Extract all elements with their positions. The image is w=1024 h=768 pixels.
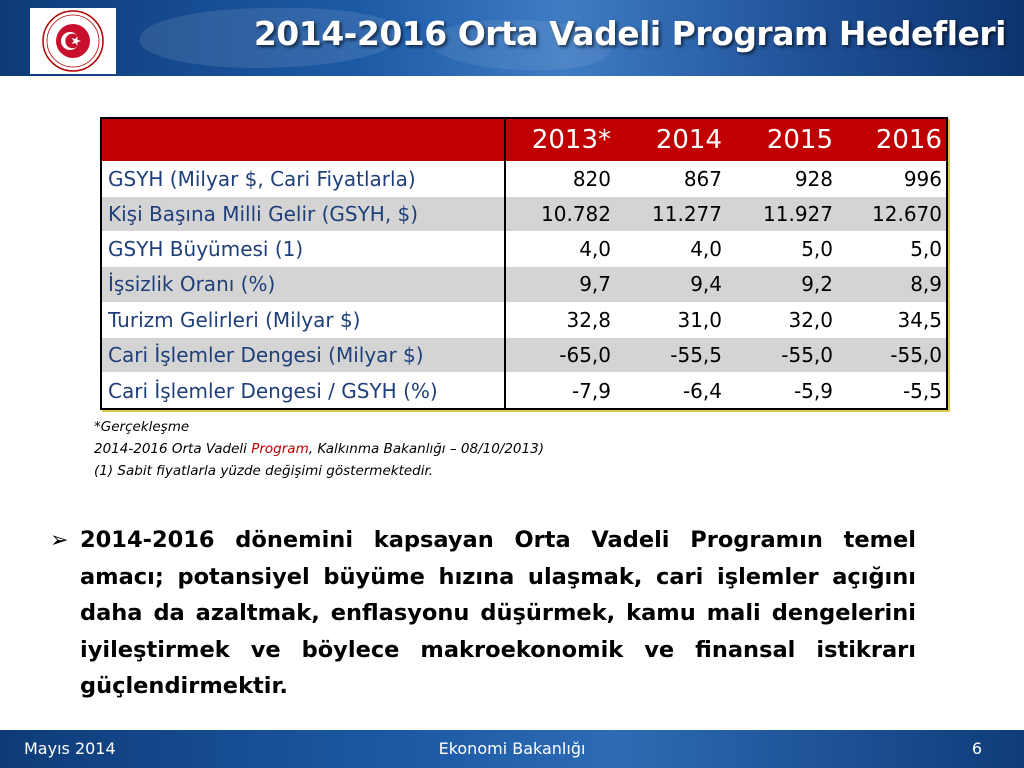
page-number: 6 [971, 739, 982, 758]
table-cell: 928 [726, 161, 837, 196]
footnote-source-line [94, 438, 544, 460]
footer-date: Mayıs 2014 [24, 739, 116, 758]
column-header: 2015 [726, 119, 837, 161]
table-cell: 4,0 [615, 232, 726, 267]
table-cell: 9,2 [726, 267, 837, 302]
footnote-highlight: Program [251, 441, 309, 457]
table-cell: 32,8 [505, 302, 615, 337]
table-cell: -55,5 [615, 337, 726, 372]
table-cell: 10.782 [505, 196, 615, 231]
table-cell: 8,9 [837, 267, 946, 302]
column-header: 2016 [837, 119, 946, 161]
table-cell: -7,9 [505, 373, 615, 408]
table-cell: -65,0 [505, 337, 615, 372]
table-cell: -5,5 [837, 373, 946, 408]
table-cell: 31,0 [615, 302, 726, 337]
table-row [102, 337, 946, 372]
table-row [102, 302, 946, 337]
footnote-text: 2014-2016 Orta Vadeli [94, 441, 252, 457]
table-cell: -55,0 [837, 337, 946, 372]
row-label: İşsizlik Oranı (%) [102, 267, 505, 302]
column-header: 2014 [615, 119, 726, 161]
turkish-emblem-logo-icon [41, 9, 105, 73]
table-row [102, 232, 946, 267]
summary-paragraph: 2014-2016 dönemini kapsayan Orta Vadeli Programın temel amacı; potansiyel büyüme hızına ulaşmak, cari işlemler açığını daha da azaltmak, enflasyonu düşürmek, kamu mali dengelerini iyileştirmek ve böylece makroekonomik ve finansal istikrarı güçlendirmektir. [80, 527, 916, 699]
table-cell: -6,4 [615, 373, 726, 408]
footnote-line: *Gerçekleşme [94, 419, 190, 435]
page-title: 2014-2016 Orta Vadeli Program Hedefleri [253, 14, 1006, 53]
column-header: 2013* [505, 119, 615, 161]
row-label: Turizm Gelirleri (Milyar $) [102, 302, 505, 337]
row-label: Kişi Başına Milli Gelir (GSYH, $) [102, 196, 505, 231]
header-banner [0, 0, 1024, 76]
table-cell: 5,0 [837, 232, 946, 267]
table-cell: -5,9 [726, 373, 837, 408]
row-label: GSYH Büyümesi (1) [102, 232, 505, 267]
table-footnotes [94, 416, 544, 482]
row-label: Cari İşlemler Dengesi / GSYH (%) [102, 373, 505, 408]
ministry-logo [30, 8, 116, 74]
table-cell: 820 [505, 161, 615, 196]
table-cell: 4,0 [505, 232, 615, 267]
footnote-text: , Kalkınma Bakanlığı – 08/10/2013) [308, 441, 544, 457]
table-row [102, 196, 946, 231]
table-cell: 32,0 [726, 302, 837, 337]
table-cell: 9,4 [615, 267, 726, 302]
arrow-bullet-icon: ➢ [50, 527, 69, 552]
table-cell: 34,5 [837, 302, 946, 337]
table-header-corner [102, 119, 505, 161]
table-row [102, 267, 946, 302]
table-cell: 996 [837, 161, 946, 196]
footnote-line: (1) Sabit fiyatlarla yüzde değişimi göstermektedir. [94, 463, 434, 479]
row-label: GSYH (Milyar $, Cari Fiyatlarla) [102, 161, 505, 196]
table-cell: 867 [615, 161, 726, 196]
program-targets-table [100, 117, 948, 410]
table-row [102, 161, 946, 196]
table-row [102, 373, 946, 408]
table-header-row [102, 119, 946, 161]
table-cell: 5,0 [726, 232, 837, 267]
table-cell: -55,0 [726, 337, 837, 372]
table-cell: 11.277 [615, 196, 726, 231]
table-cell: 11.927 [726, 196, 837, 231]
table-cell: 9,7 [505, 267, 615, 302]
footer-organization: Ekonomi Bakanlığı [438, 739, 586, 758]
row-label: Cari İşlemler Dengesi (Milyar $) [102, 337, 505, 372]
table-cell: 12.670 [837, 196, 946, 231]
footer-bar [0, 730, 1024, 768]
